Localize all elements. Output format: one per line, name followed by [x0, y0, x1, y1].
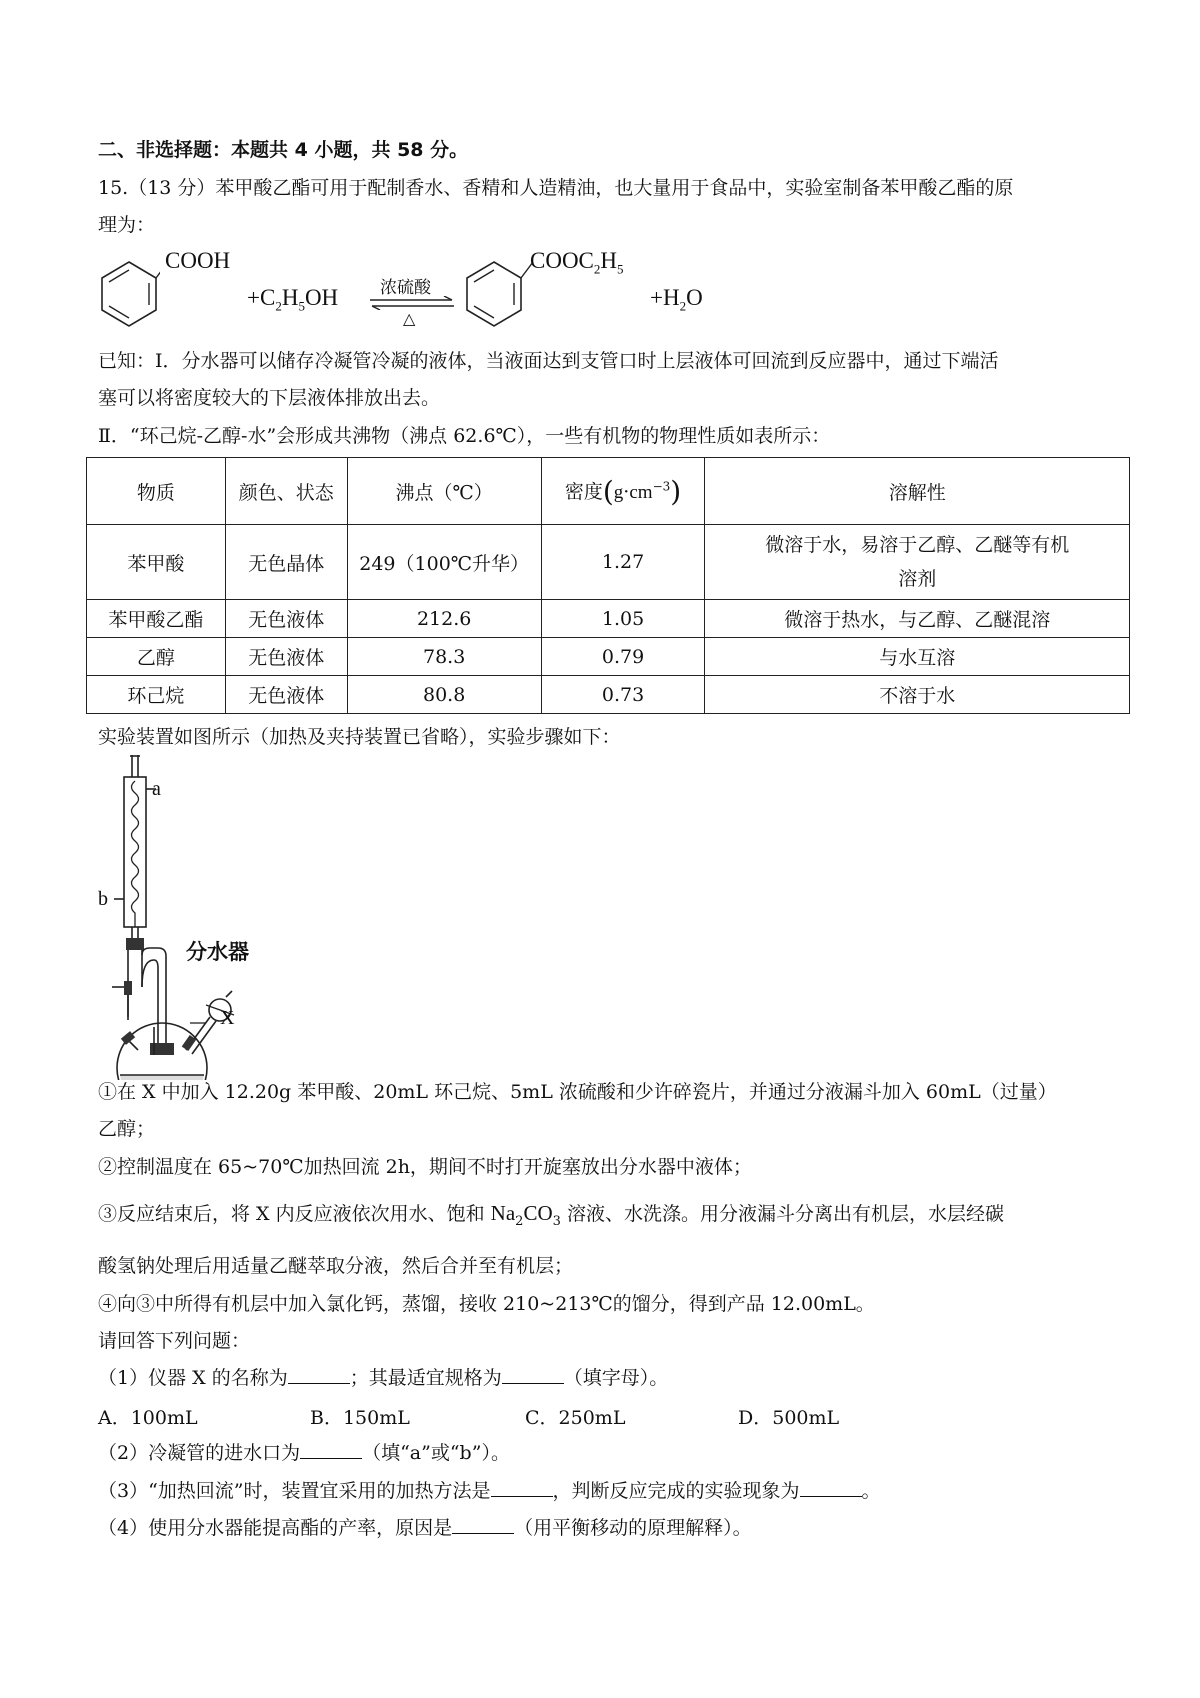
- step3-line2: 酸氢钠处理后用适量乙醚萃取分液，然后合并至有机层；: [98, 1255, 574, 1277]
- answer-blank[interactable]: [491, 1478, 553, 1497]
- cell-state: 无色液体: [225, 638, 347, 676]
- cell-name: 苯甲酸乙酯: [87, 600, 226, 638]
- known-line2: 塞可以将密度较大的下层液体排放出去。: [98, 387, 441, 409]
- apparatus-caption: 实验装置如图所示（加热及夹持装置已省略），实验步骤如下：: [98, 726, 621, 748]
- water-byproduct: $+H_2O$: [650, 285, 703, 314]
- answer-blank[interactable]: [800, 1478, 862, 1497]
- table-header-row: [87, 458, 1130, 525]
- ethanol-reagent: $+C_2H_5OH$: [247, 285, 339, 314]
- option-d[interactable]: D．500mL: [738, 1407, 840, 1429]
- question-1: （1）仪器 X 的名称为 ；其最适宜规格为 （填字母）。: [98, 1367, 669, 1389]
- cell-solubility: 微溶于水，易溶于乙醇、乙醚等有机 溶剂: [705, 525, 1130, 600]
- reactant-group: COOH: [165, 248, 231, 273]
- benzene-ring-product-icon: [463, 258, 535, 330]
- known-line3: Ⅱ．“环己烷-乙醇-水”会形成共沸物（沸点 62.6℃），一些有机物的物理性质如表所示：: [98, 425, 831, 447]
- header-substance: 物质: [87, 458, 226, 525]
- cell-solubility: 微溶于热水，与乙醇、乙醚混溶: [705, 600, 1130, 638]
- header-state: 颜色、状态: [225, 458, 347, 525]
- flask-x-label: X: [220, 1007, 235, 1029]
- header-boiling-point: 沸点（℃）: [347, 458, 541, 525]
- header-solubility: 溶解性: [705, 458, 1130, 525]
- cell-solubility: 不溶于水: [705, 676, 1130, 714]
- catalyst-label: 浓硫酸: [380, 278, 431, 298]
- answer-blank[interactable]: [452, 1515, 514, 1534]
- cell-name: 苯甲酸: [87, 525, 226, 600]
- product-group: $COOC_2H_5$: [530, 248, 624, 277]
- reflux-apparatus-icon: [98, 755, 288, 1080]
- option-b[interactable]: B．150mL: [310, 1407, 410, 1429]
- cell-name: 乙醇: [87, 638, 226, 676]
- cell-bp: 78.3: [347, 638, 541, 676]
- answer-blank[interactable]: [288, 1365, 350, 1384]
- benzene-ring-reactant-icon: [98, 258, 160, 330]
- separator-label: 分水器: [186, 940, 249, 964]
- cell-state: 无色液体: [225, 676, 347, 714]
- table-row: [87, 600, 1130, 638]
- heat-condition: △: [403, 309, 416, 328]
- step4: ④向③中所得有机层中加入氯化钙，蒸馏，接收 210~213℃的馏分，得到产品 12.00mL。: [98, 1293, 875, 1315]
- header-density: 密度$(g\cdot cm^{-3})$: [541, 458, 705, 525]
- question-intro-line2: 理为：: [98, 214, 156, 236]
- option-a[interactable]: A．100mL: [98, 1407, 198, 1429]
- step1-line2: 乙醇；: [98, 1118, 156, 1140]
- cell-state: 无色晶体: [225, 525, 347, 600]
- equilibrium-arrows-icon: [368, 296, 456, 310]
- port-a-label: a: [152, 778, 161, 800]
- step1-line1: ①在 X 中加入 12.20g 苯甲酸、20mL 环己烷、5mL 浓硫酸和少许碎瓷片，并通过分液漏斗加入 60mL（过量）: [98, 1081, 1057, 1103]
- port-b-label: b: [98, 888, 108, 910]
- known-line1: 已知：Ⅰ．分水器可以储存冷凝管冷凝的液体，当液面达到支管口时上层液体可回流到反应器中，通过下端活: [98, 350, 999, 372]
- step3-line1: ③反应结束后，将 X 内反应液依次用水、饱和 $Na_2CO_3$ 溶液、水洗涤。用分液漏斗分离出有机层，水层经碳: [98, 1201, 1004, 1229]
- cell-solubility: 与水互溶: [705, 638, 1130, 676]
- table-row: [87, 525, 1130, 600]
- apparatus-diagram: [98, 755, 288, 1080]
- cell-bp: 249（100℃升华）: [347, 525, 541, 600]
- step2: ②控制温度在 65~70℃加热回流 2h，期间不时打开旋塞放出分水器中液体；: [98, 1156, 752, 1178]
- properties-table: [86, 457, 1130, 714]
- table-row: [87, 638, 1130, 676]
- question-2: （2）冷凝管的进水口为 （填“a”或“b”）。: [98, 1442, 510, 1464]
- cell-name: 环己烷: [87, 676, 226, 714]
- question-4: （4）使用分水器能提高酯的产率，原因是 （用平衡移动的原理解释）。: [98, 1517, 752, 1539]
- question-1-options: [98, 1403, 1018, 1429]
- answer-blank[interactable]: [502, 1365, 564, 1384]
- question-3: （3）“加热回流”时，装置宜采用的加热方法是 ，判断反应完成的实验现象为 。: [98, 1480, 881, 1502]
- question-intro-line1: 15.（13 分）苯甲酸乙酯可用于配制香水、香精和人造精油，也大量用于食品中，实验室制备苯甲酸乙酯的原: [98, 177, 1014, 199]
- cell-bp: 80.8: [347, 676, 541, 714]
- cell-state: 无色液体: [225, 600, 347, 638]
- section-heading: 二、非选择题：本题共 4 小题，共 58 分。: [98, 139, 469, 161]
- questions-prompt: 请回答下列问题：: [98, 1330, 251, 1352]
- answer-blank[interactable]: [300, 1440, 362, 1459]
- table-row: [87, 676, 1130, 714]
- cell-density: 0.79: [541, 638, 705, 676]
- cell-density: 0.73: [541, 676, 705, 714]
- cell-density: 1.27: [541, 525, 705, 600]
- cell-bp: 212.6: [347, 600, 541, 638]
- option-c[interactable]: C．250mL: [525, 1407, 626, 1429]
- cell-density: 1.05: [541, 600, 705, 638]
